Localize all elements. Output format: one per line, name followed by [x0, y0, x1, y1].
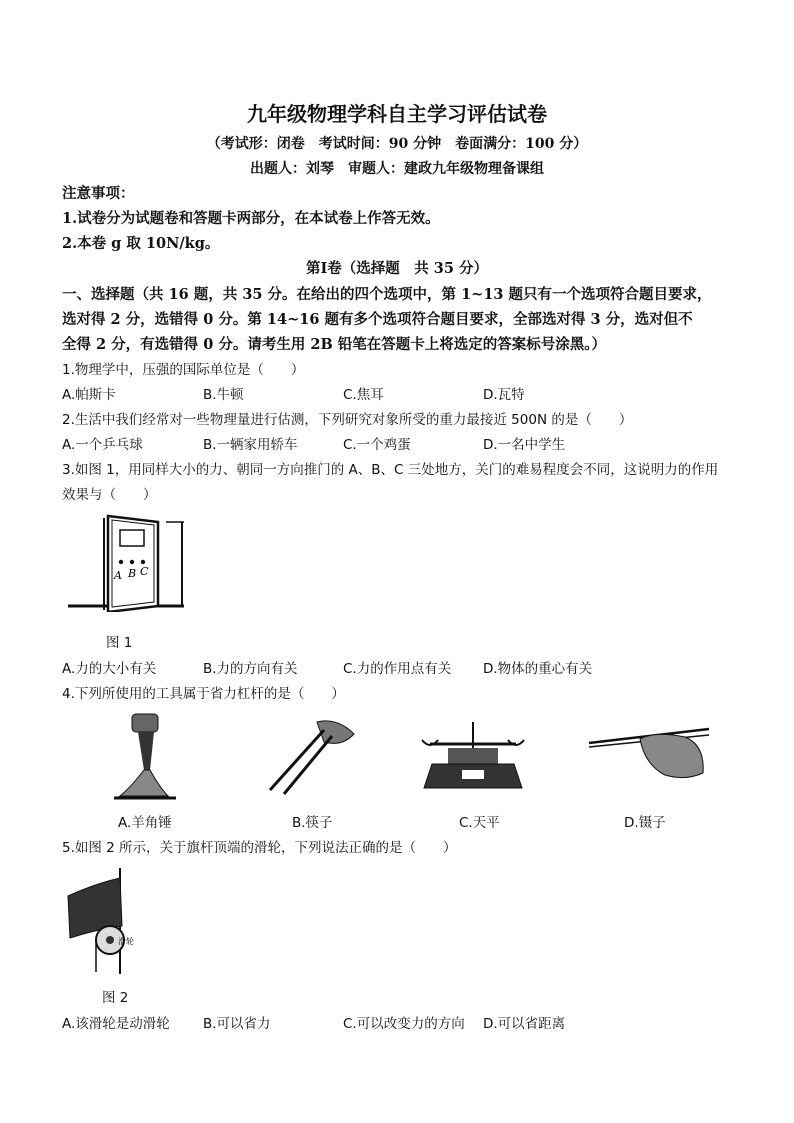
- door-label-a: A: [114, 569, 122, 582]
- section-title: 第Ⅰ卷（选择题 共 35 分）: [305, 260, 489, 277]
- balance-scale-figure: [418, 714, 528, 799]
- q5-option-b[interactable]: B.可以省力: [203, 1016, 271, 1032]
- instruction-line-2: 选对得 2 分，选错得 0 分。第 14~16 题有多个选项符合题目要求，全部选对得 3 分，选对但不: [62, 311, 693, 328]
- q2-option-a[interactable]: A.一个乒乓球: [62, 437, 143, 453]
- question-3-stem-line-2: 效果与（ ）: [62, 487, 157, 503]
- exam-title: 九年级物理学科自主学习评估试卷: [247, 102, 547, 126]
- door-label-b: B: [128, 567, 137, 580]
- door-figure: [66, 512, 186, 612]
- flagpole-pulley-figure: [64, 866, 144, 978]
- q3-option-b[interactable]: B.力的方向有关: [203, 661, 298, 677]
- q2-option-d[interactable]: D.一名中学生: [483, 437, 566, 453]
- exam-info: （考试形：闭卷 考试时间：90 分钟 卷面满分：100 分）: [206, 136, 588, 152]
- question-2-stem: 2.生活中我们经常对一些物理量进行估测，下列研究对象所受的重力最接近 500N 的是（ ）: [62, 412, 633, 428]
- note-item-1: 1.试卷分为试题卷和答题卡两部分，在本试卷上作答无效。: [62, 210, 440, 227]
- chopsticks-figure: [262, 712, 362, 797]
- q1-option-a[interactable]: A.帕斯卡: [62, 387, 116, 403]
- q3-option-a[interactable]: A.力的大小有关: [62, 661, 157, 677]
- q1-option-d[interactable]: D.瓦特: [483, 387, 525, 403]
- question-1-stem: 1.物理学中，压强的国际单位是（ ）: [62, 362, 305, 378]
- q5-option-c[interactable]: C.可以改变力的方向: [343, 1016, 465, 1032]
- q3-option-d[interactable]: D.物体的重心有关: [483, 661, 593, 677]
- q2-option-b[interactable]: B.一辆家用轿车: [203, 437, 298, 453]
- exam-authors: 出题人：刘琴 审题人：建政九年级物理备课组: [250, 161, 544, 177]
- q4-option-b[interactable]: B.筷子: [292, 815, 333, 831]
- question-4-stem: 4.下列所使用的工具属于省力杠杆的是（ ）: [62, 686, 345, 702]
- door-label-c: C: [140, 565, 149, 578]
- figure-2-caption: 图 2: [102, 990, 129, 1006]
- claw-hammer-figure: [110, 710, 180, 805]
- q5-option-a[interactable]: A.该滑轮是动滑轮: [62, 1016, 170, 1032]
- notes-heading: 注意事项：: [62, 185, 135, 202]
- instruction-line-3: 全得 2 分，有选错得 0 分。请考生用 2B 铅笔在答题卡上将选定的答案标号涂黑。）: [62, 336, 607, 353]
- q4-option-c[interactable]: C.天平: [459, 815, 500, 831]
- question-3-stem-line-1: 3.如图 1，用同样大小的力、朝同一方向推门的 A、B、C 三处地方，关门的难易程度会不同，这说明力的作用: [62, 462, 719, 478]
- pulley-label: 滑轮: [118, 937, 134, 946]
- q3-option-c[interactable]: C.力的作用点有关: [343, 661, 452, 677]
- q2-option-c[interactable]: C.一个鸡蛋: [343, 437, 411, 453]
- figure-1-caption: 图 1: [106, 635, 133, 651]
- q1-option-c[interactable]: C.焦耳: [343, 387, 384, 403]
- q4-option-d[interactable]: D.镊子: [624, 815, 666, 831]
- question-5-stem: 5.如图 2 所示，关于旗杆顶端的滑轮，下列说法正确的是（ ）: [62, 840, 457, 856]
- q5-option-d[interactable]: D.可以省距离: [483, 1016, 566, 1032]
- instruction-line-1: 一、选择题（共 16 题，共 35 分。在给出的四个选项中，第 1~13 题只有一个选项符合题目要求，: [62, 286, 712, 303]
- q1-option-b[interactable]: B.牛顿: [203, 387, 244, 403]
- q4-option-a[interactable]: A.羊角锤: [118, 815, 172, 831]
- tweezers-figure: [585, 715, 715, 790]
- note-item-2: 2.本卷 g 取 10N/kg。: [62, 235, 220, 252]
